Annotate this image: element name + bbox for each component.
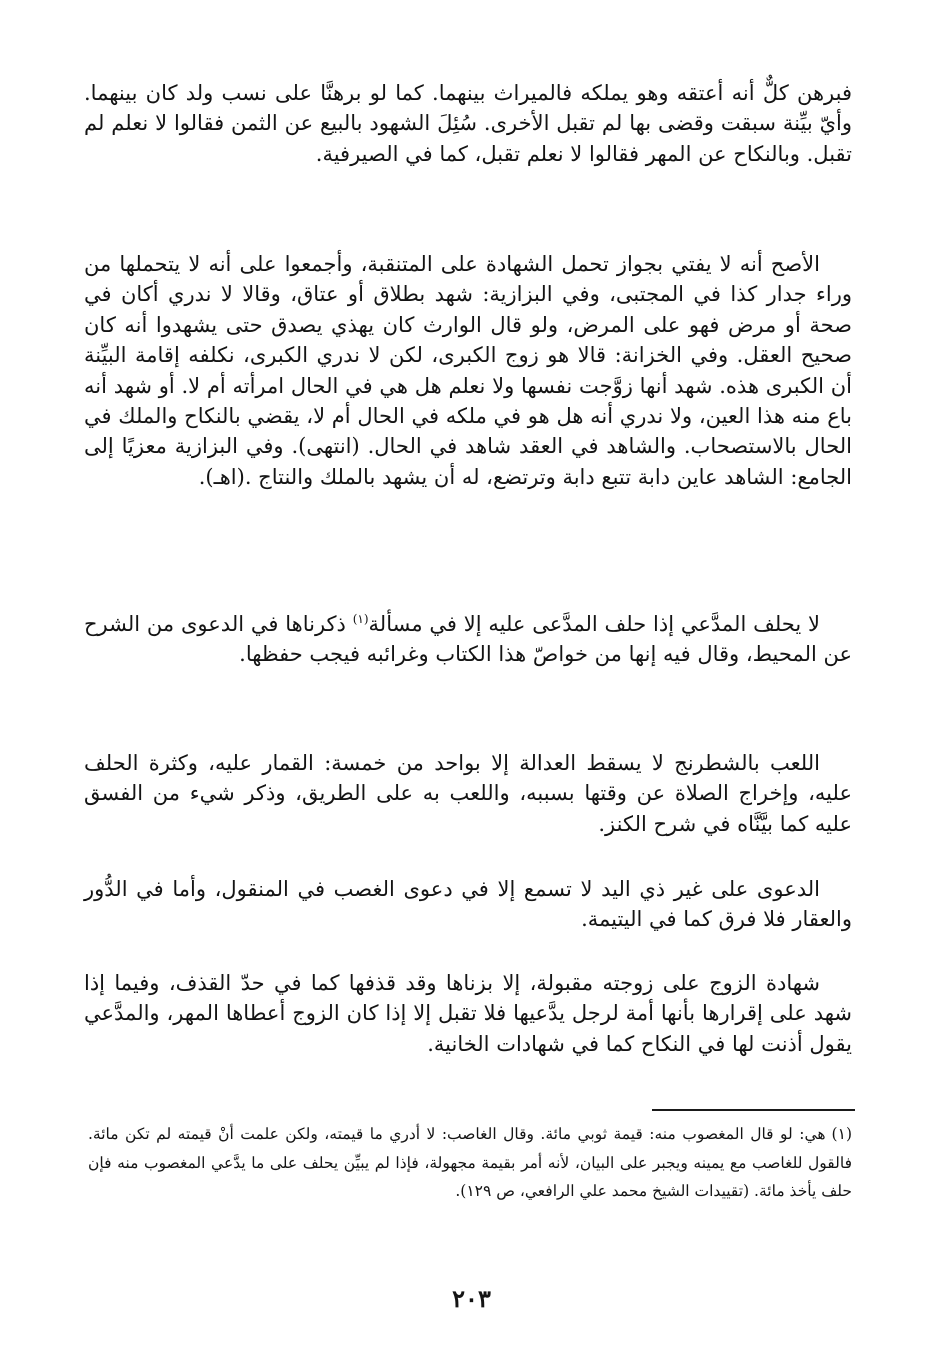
footnote-marker: (١)	[831, 1125, 852, 1143]
paragraph-4: اللعب بالشطرنج لا يسقط العدالة إلا بواحد من خمسة: القمار عليه، وكثرة الحلف عليه، وإخراج الصلاة عن وقتها بسببه، واللعب به على الطريق، وذكر شيء من الفسق عليه كما بيَّنَّاه في شرح الكنز.	[84, 751, 852, 836]
paragraph-5: الدعوى على غير ذي اليد لا تسمع إلا في دعوى الغصب في المنقول، وأما في الدُّور والعقار فلا فرق كما في اليتيمة.	[84, 877, 852, 932]
page-number: ٢٠٣	[452, 1284, 491, 1313]
footnote-divider	[652, 1109, 855, 1111]
paragraph-3-text-end: ذكرناها في الدعوى من الشرح عن المحيط، وقال فيه إنها من خواصّ هذا الكتاب وغرائبه فيجب حفظها.	[84, 612, 852, 667]
footnote-reference[interactable]: (١)	[352, 612, 369, 626]
footnote-text: هي: لو قال المغصوب منه: قيمة ثوبي مائة. وقال الغاصب: لا أدري ما قيمته، ولكن علمت أنْ قيمته لم تكن مائة. فالقول للغاصب مع يمينه ويجبر على البيان، لأنه أمر بقيمة مجهولة، فإذا لم يبيِّن يحلف على ما يدَّعي المغصوب منه فإن حلف يأخذ مائة. (تقييدات الشيخ محمد علي الرافعي، ص ١٢٩).	[88, 1125, 852, 1200]
paragraph-6: شهادة الزوج على زوجته مقبولة، إلا بزناها وقد قذفها كما في حدّ القذف، وفيما إذا شهد على إقرارها بأنها أمة لرجل يدَّعيها فلا تقبل إلا إذا كان الزوج أعطاها المهر، والمدَّعي يقول أذنت لها في النكاح كما في شهادات الخانية.	[84, 971, 852, 1056]
footnote	[88, 1120, 852, 1206]
paragraph-2: الأصح أنه لا يفتي بجواز تحمل الشهادة على المتنقبة، وأجمعوا على أنه لا يتحملها من وراء جدار كذا في المجتبى، وفي البزازية: شهد بطلاق أو عتاق، وقالا لا ندري أكان في صحة أو مرض فهو على المرض، ولو قال الوارث كان يهذي يصدق حتى يشهدوا أنه كان صحيح العقل. وفي الخزانة: قالا هو زوج الكبرى، لكن لا ندري الكبرى، نكلفه إقامة البيِّنة أن الكبرى هذه. شهد أنها زوَّجت نفسها ولا نعلم هل هي في الحال امرأته أم لا. أو شهد أنه باع منه هذا العين، ولا ندري أنه هل هو في ملكه في الحال أم لا، يقضي بالنكاح والملك في الحال بالاستصحاب. والشاهد في العقد شاهد في الحال. (انتهى). وفي البزازية معزيًا إلى الجامع: الشاهد عاين دابة تتبع دابة وترتضع، له أن يشهد بالملك والنتاج .(اهـ).	[84, 252, 852, 489]
paragraph-3-text-start: لا يحلف المدَّعي إذا حلف المدَّعى عليه إلا في مسألة	[368, 612, 820, 636]
main-text-block	[84, 0, 852, 1100]
paragraph-1: فبرهن كلٌّ أنه أعتقه وهو يملكه فالميراث بينهما. كما لو برهنَّا على نسب ولد كان بينهما. وأيّ بيِّنة سبقت وقضى بها لم تقبل الأخرى. سُئِلَ الشهود بالبيع عن الثمن فقالوا لا نعلم لم تقبل. وبالنكاح عن المهر فقالوا لا نعلم تقبل، كما في الصيرفية.	[84, 81, 852, 166]
paragraph-3	[84, 609, 852, 670]
